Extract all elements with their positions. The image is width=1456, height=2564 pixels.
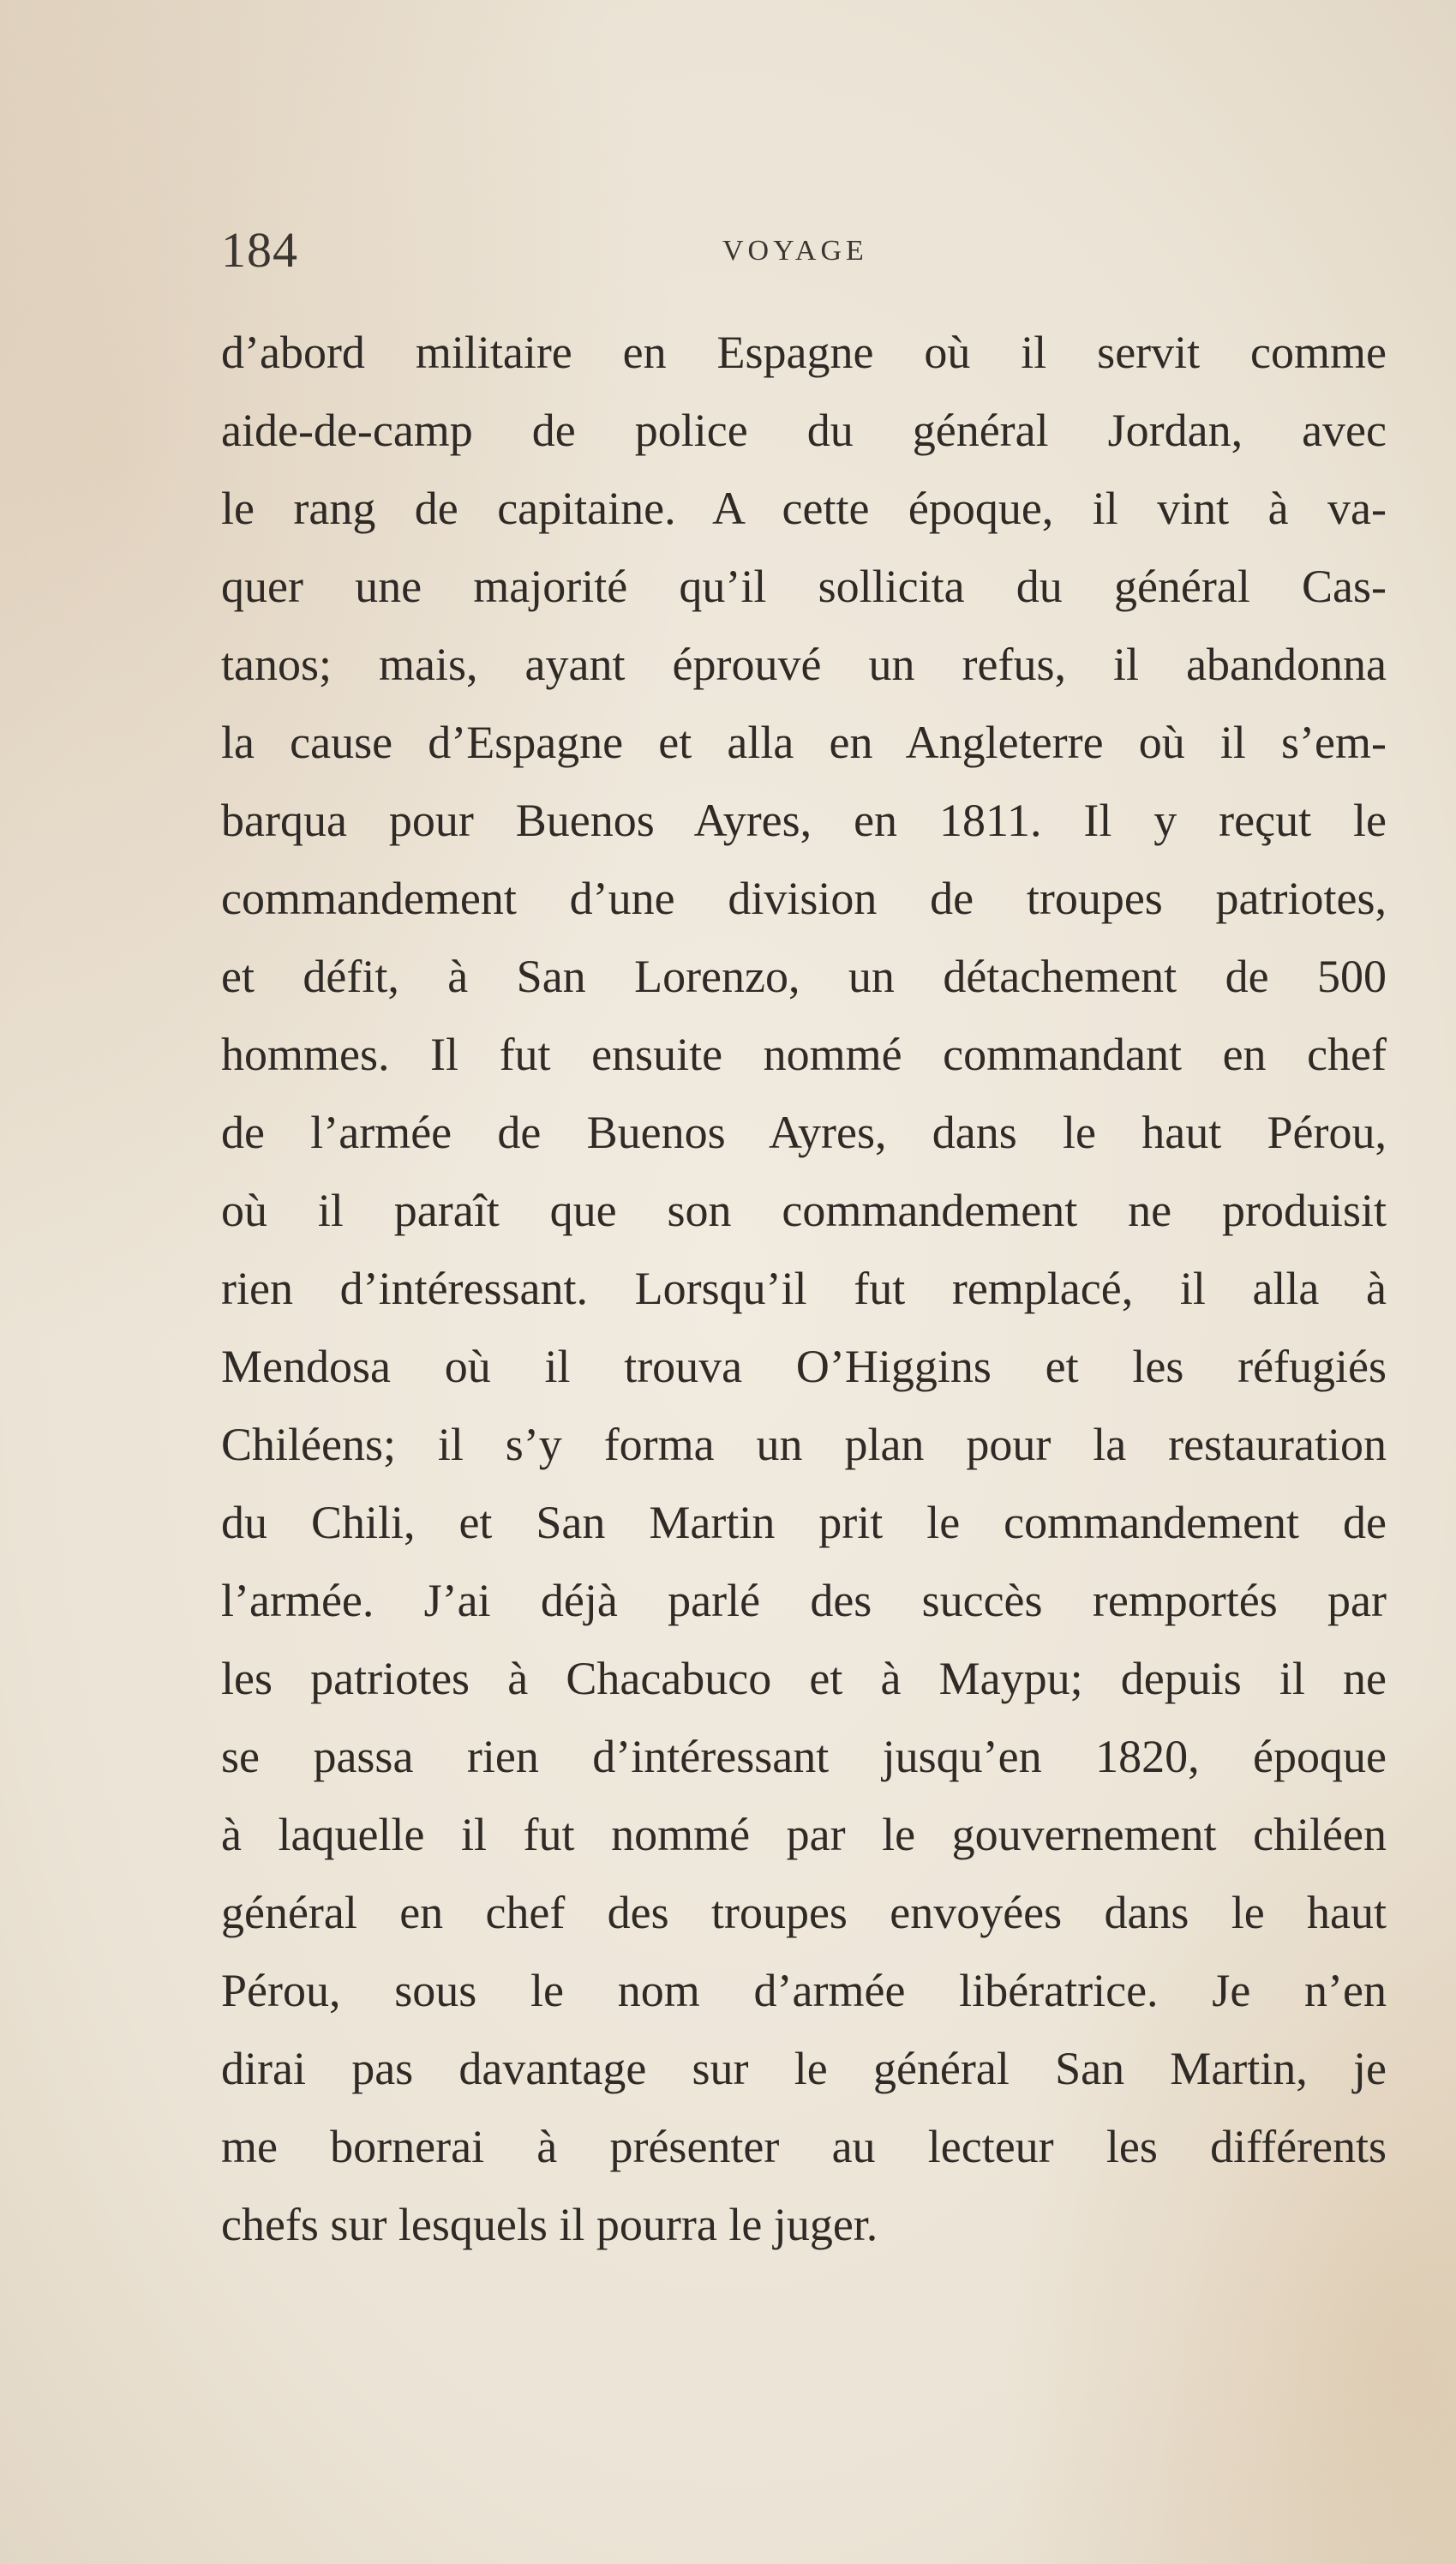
running-title: VOYAGE [722, 235, 868, 267]
text-line: du Chili, et San Martin prit le commandement de [221, 1497, 1387, 1548]
text-line: aide-de-camp de police du général Jordan, avec [221, 405, 1387, 456]
text-line: hommes. Il fut ensuite nommé commandant en chef [221, 1029, 1387, 1080]
text-line: barqua pour Buenos Ayres, en 1811. Il y reçut le [221, 795, 1387, 846]
text-line: et défit, à San Lorenzo, un détachement de 500 [221, 951, 1387, 1002]
text-line: rien d’intéressant. Lorsqu’il fut remplacé, il alla à [221, 1263, 1387, 1314]
text-line: me bornerai à présenter au lecteur les différents [221, 2121, 1387, 2172]
text-line: où il paraît que son commandement ne produisit [221, 1185, 1387, 1236]
text-line: Chiléens; il s’y forma un plan pour la restauration [221, 1419, 1387, 1470]
text-line: Mendosa où il trouva O’Higgins et les réfugiés [221, 1341, 1387, 1392]
page-number: 184 [221, 222, 298, 278]
text-line: l’armée. J’ai déjà parlé des succès remportés par [221, 1575, 1387, 1626]
text-line: chefs sur lesquels il pourra le juger. [221, 2199, 878, 2250]
text-line: à laquelle il fut nommé par le gouvernement chiléen [221, 1809, 1387, 1860]
text-line: dirai pas davantage sur le général San Martin, je [221, 2043, 1387, 2094]
text-line: d’abord militaire en Espagne où il servit comme [221, 327, 1387, 378]
text-line: se passa rien d’intéressant jusqu’en 1820, époque [221, 1731, 1387, 1782]
text-line: les patriotes à Chacabuco et à Maypu; depuis il ne [221, 1653, 1387, 1704]
text-line: Pérou, sous le nom d’armée libératrice. Je n’en [221, 1965, 1387, 2016]
text-line: quer une majorité qu’il sollicita du général Cas- [221, 561, 1387, 612]
body-text [221, 314, 1387, 2264]
text-line: général en chef des troupes envoyées dans le haut [221, 1887, 1387, 1938]
text-line: la cause d’Espagne et alla en Angleterre où il s’em- [221, 717, 1387, 768]
text-line: de l’armée de Buenos Ayres, dans le haut Pérou, [221, 1107, 1387, 1158]
text-line: le rang de capitaine. A cette époque, il vint à va- [221, 483, 1387, 534]
text-line: tanos; mais, ayant éprouvé un refus, il abandonna [221, 639, 1387, 690]
text-line: commandement d’une division de troupes patriotes, [221, 873, 1387, 924]
